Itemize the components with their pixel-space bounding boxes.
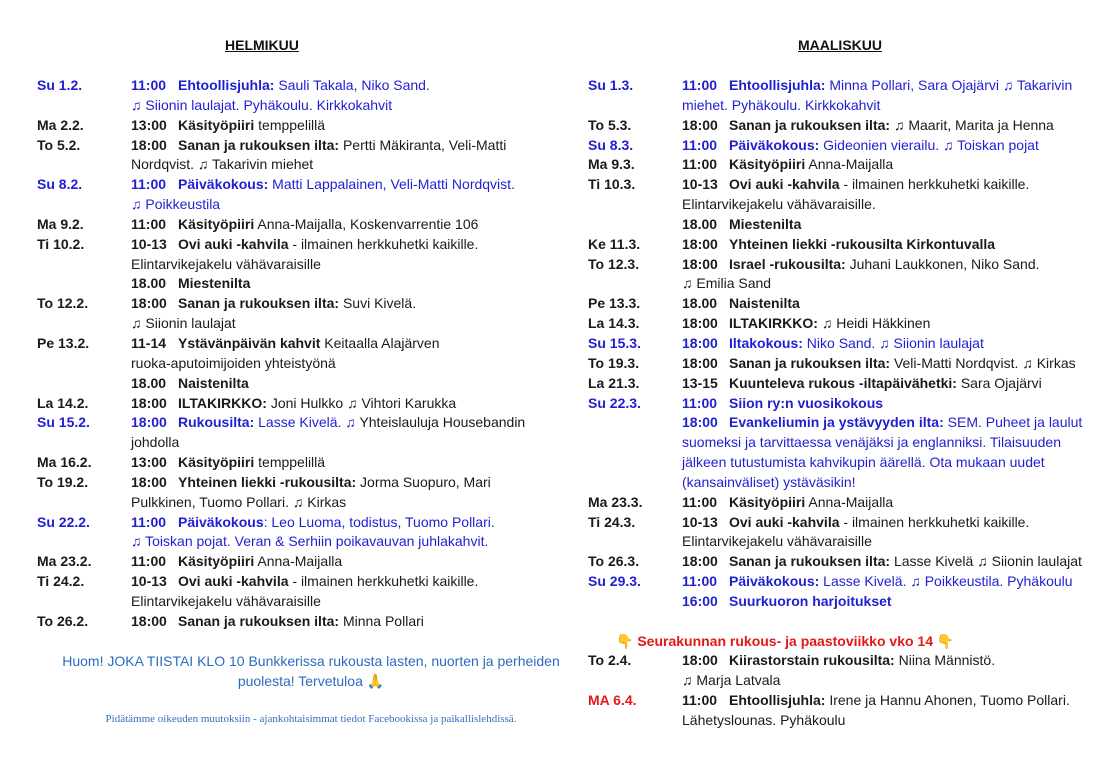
event-details (131, 413, 557, 453)
event-row (37, 453, 557, 473)
event-details (682, 651, 1098, 691)
event-time: 18.00 (682, 295, 718, 312)
event-description-continued: ♫ Siionin laulajat (131, 315, 236, 332)
event-time: 13-15 (682, 374, 718, 391)
event-description-continued: ruoka-aputoimijoiden yhteistyönä (131, 354, 336, 371)
event-date: MA 6.4. (588, 692, 637, 709)
event-time: 16:00 (682, 592, 718, 609)
event-details (131, 453, 557, 473)
event-description: Niina Männistö. (898, 652, 996, 669)
event-date: To 5.2. (37, 136, 81, 153)
prayer-notice: Huom! JOKA TIISTAI KLO 10 Bunkkerissa rukousta lasten, nuorten ja perheiden puolesta! Tervetuloa 🙏 (62, 653, 560, 689)
event-details (682, 76, 1098, 116)
event-date: Su 8.2. (37, 176, 83, 193)
event-time: 11:00 (682, 77, 718, 93)
event-description: Irene ja Hannu Ahonen, Tuomo Pollari. (829, 692, 1070, 709)
event-details (682, 552, 1098, 572)
event-time: 10-13 (682, 513, 718, 530)
event-title: Miestenilta (178, 275, 251, 292)
event-row (588, 513, 1098, 553)
event-description-continued: suomeksi ja tarvittaessa venäjäksi ja englanniksi. Tilaisuuden jälkeen tutustumista kahvikupin äärellä. Ota mukaan uudet (kansainväliset) ystäväsikin! (682, 434, 1061, 490)
event-details (131, 552, 557, 572)
event-details (131, 572, 557, 612)
event-description-continued: ♫ Siionin laulajat. Pyhäkoulu. Kirkkokahvit (131, 96, 393, 113)
event-time: 18:00 (682, 235, 718, 252)
event-description: Lasse Kivelä. ♫ (258, 414, 356, 431)
event-date: Su 22.2. (37, 513, 90, 530)
event-details (682, 155, 1098, 175)
event-row (588, 493, 1098, 513)
event-date: Ma 23.3. (588, 493, 643, 510)
event-details (682, 255, 1098, 295)
event-description: Sara Ojajärvi (960, 374, 1042, 391)
event-time: 11:00 (682, 573, 718, 590)
event-list-march (588, 76, 1098, 612)
event-title: Käsityöpiiri (178, 454, 255, 471)
event-list (37, 76, 557, 632)
event-details (131, 612, 557, 632)
event-details (131, 294, 557, 334)
event-date: La 14.2. (37, 394, 89, 411)
event-details (682, 513, 1098, 553)
event-time: 10-13 (131, 573, 167, 590)
event-description: Minna Pollari (342, 612, 424, 629)
event-description: Lasse Kivelä. ♫ Poikkeustila. Pyhäkoulu (823, 573, 1073, 590)
event-title: Yhteinen liekki -rukousilta: (178, 473, 357, 490)
event-time: 18:00 (682, 315, 718, 332)
event-row (588, 116, 1098, 136)
event-details (131, 394, 557, 414)
event-time: 18:00 (682, 553, 718, 570)
event-title: Naistenilta (729, 295, 800, 312)
event-date: Su 15.3. (588, 334, 641, 351)
event-details (682, 493, 1098, 513)
event-description-continued: ♫ Toiskan pojat. Veran & Serhiin poikavauvan juhlakahvit. (131, 533, 489, 550)
event-details (682, 116, 1098, 136)
banner-text: Seurakunnan rukous- ja paastoviikko vko 14 (637, 632, 933, 649)
event-details (131, 215, 557, 235)
event-row (588, 255, 1098, 295)
event-row (588, 334, 1098, 354)
event-details (131, 76, 557, 116)
event-description: ♫ Maarit, Marita ja Henna (893, 116, 1054, 133)
event-row (588, 294, 1098, 314)
event-row (37, 334, 557, 374)
event-description: - ilmainen herkkuhetki kaikille. (843, 176, 1030, 193)
event-description: Yhteislauluja Housebandin (359, 414, 526, 431)
event-details (131, 513, 557, 553)
event-title: Suurkuoron harjoitukset (729, 592, 892, 609)
event-list-april (588, 651, 1098, 730)
event-details (682, 334, 1098, 354)
event-description-continued: Elintarvikejakelu vähävaraisille (682, 533, 872, 550)
event-title: Käsityöpiiri (178, 215, 255, 232)
event-title: Ystävänpäivän kahvit (178, 334, 321, 351)
event-date: Su 29.3. (588, 573, 641, 590)
event-description: - ilmainen herkkuhetki kaikille. (292, 573, 479, 590)
event-details (682, 136, 1098, 156)
event-row (588, 136, 1098, 156)
event-row (588, 651, 1098, 691)
event-details (131, 374, 557, 394)
event-details (682, 394, 1098, 414)
event-description: Sauli Takala, Niko Sand. (278, 77, 430, 93)
event-description-continued: johdolla (131, 434, 180, 451)
event-description-continued: miehet. Pyhäkoulu. Kirkkokahvit (682, 96, 881, 113)
event-description-continued: ♫ Marja Latvala (682, 672, 781, 689)
event-date: Ke 11.3. (588, 235, 641, 252)
event-date (37, 274, 131, 294)
event-title: Ehtoollisjuhla: (178, 77, 275, 93)
event-time: 13:00 (131, 454, 167, 471)
event-details (682, 175, 1098, 215)
event-details (682, 235, 1098, 255)
event-details (682, 413, 1098, 492)
event-date: To 12.3. (588, 255, 640, 272)
event-details (682, 691, 1098, 731)
event-row (588, 552, 1098, 572)
event-time: 18:00 (131, 136, 167, 153)
event-description: Matti Lappalainen, Veli-Matti Nordqvist. (272, 176, 515, 193)
event-details (131, 274, 557, 294)
event-row (588, 592, 1098, 612)
event-row (37, 76, 557, 116)
event-time: 11:00 (682, 156, 718, 173)
event-date: Ma 9.3. (588, 156, 635, 173)
month-heading: MAALISKUU (798, 37, 882, 53)
event-title: Rukousilta: (178, 414, 255, 431)
event-title: Sanan ja rukouksen ilta: (729, 553, 891, 570)
event-time: 18.00 (131, 374, 167, 391)
event-date: Ti 10.2. (37, 235, 85, 252)
event-date: To 12.2. (37, 295, 89, 312)
event-title: Israel -rukousilta: (729, 255, 846, 272)
event-description: Gideonien vierailu. ♫ Toiskan pojat (823, 136, 1039, 153)
event-row (588, 572, 1098, 592)
prayer-week-banner (588, 632, 1098, 652)
event-time: 18:00 (131, 612, 167, 629)
event-description: Lasse Kivelä ♫ Siionin laulajat (893, 553, 1082, 570)
event-time: 11:00 (131, 215, 167, 232)
event-row (37, 274, 557, 294)
event-time: 10-13 (131, 235, 167, 252)
event-details (131, 334, 557, 374)
event-description: Anna-Maijalla (257, 553, 343, 570)
event-title: Käsityöpiiri (178, 116, 255, 133)
event-description: Keitaalla Alajärven (324, 334, 440, 351)
event-time: 11:00 (131, 176, 167, 193)
event-title: Ehtoollisjuhla: (729, 77, 826, 93)
event-time: 18:00 (682, 255, 718, 272)
event-description-continued: Nordqvist. ♫ Takarivin miehet (131, 156, 314, 173)
event-details (682, 572, 1098, 592)
event-date (588, 215, 682, 235)
event-description: ♫ Heidi Häkkinen (821, 315, 931, 332)
event-title: Siion ry:n vuosikokous (729, 394, 884, 411)
event-title: Ovi auki -kahvila (178, 235, 289, 252)
event-details (682, 374, 1098, 394)
footer-disclaimer: Pidätämme oikeuden muutoksiin - ajankohtaisimmat tiedot Facebookissa ja paikallislehdissä. (105, 713, 517, 725)
event-title: Ehtoollisjuhla: (729, 692, 826, 709)
event-title: ILTAKIRKKO: (178, 394, 267, 411)
event-date: Ti 10.3. (588, 176, 636, 193)
event-title: Ovi auki -kahvila (729, 176, 840, 193)
event-title: Sanan ja rukouksen ilta: (178, 612, 340, 629)
event-title: Iltakokous: (729, 334, 803, 351)
event-description: Anna-Maijalla (808, 156, 894, 173)
event-row (37, 413, 557, 453)
event-row (37, 374, 557, 394)
event-row (588, 314, 1098, 334)
event-time: 18:00 (682, 414, 718, 431)
event-date (588, 592, 682, 612)
event-date (588, 413, 682, 492)
event-title: Päiväkokous (178, 513, 264, 530)
event-date: Ma 9.2. (37, 215, 84, 232)
event-description-continued: ♫ Emilia Sand (682, 275, 772, 292)
event-row (588, 76, 1098, 116)
event-time: 11-14 (131, 334, 167, 351)
event-description: Veli-Matti Nordqvist. ♫ Kirkas (893, 354, 1076, 371)
event-list (588, 76, 1098, 731)
event-row (588, 394, 1098, 414)
event-time: 18:00 (131, 473, 167, 490)
event-time: 11:00 (131, 513, 167, 530)
pointing-down-icon: 👇 (936, 632, 955, 649)
event-description: Pertti Mäkiranta, Veli-Matti (342, 136, 507, 153)
event-row (37, 215, 557, 235)
event-description-continued: Elintarvikejakelu vähävaraisille. (682, 196, 876, 213)
event-description: - ilmainen herkkuhetki kaikille. (843, 513, 1030, 530)
event-title: Evankeliumin ja ystävyyden ilta: (729, 414, 944, 431)
event-time: 11:00 (682, 692, 718, 709)
event-description-continued: ♫ Poikkeustila (131, 196, 221, 213)
event-title: Naistenilta (178, 374, 249, 391)
event-time: 18:00 (682, 116, 718, 133)
event-date: Ti 24.3. (588, 513, 636, 530)
event-row (588, 155, 1098, 175)
event-row (37, 473, 557, 513)
event-row (37, 136, 557, 176)
event-row (37, 235, 557, 275)
event-time: 18:00 (682, 334, 718, 351)
event-details (131, 235, 557, 275)
event-time: 11:00 (131, 553, 167, 570)
event-date: Ti 24.2. (37, 573, 85, 590)
event-description: : Leo Luoma, todistus, Tuomo Pollari. (263, 513, 495, 530)
event-date: Su 1.3. (588, 77, 634, 93)
event-description: Juhani Laukkonen, Niko Sand. (849, 255, 1040, 272)
event-description-continued: Pulkkinen, Tuomo Pollari. ♫ Kirkas (131, 493, 347, 510)
event-date: Su 1.2. (37, 77, 83, 93)
event-details (682, 294, 1098, 314)
event-description: Jorma Suopuro, Mari (360, 473, 491, 490)
event-description-continued: Elintarvikejakelu vähävaraisille (131, 255, 321, 272)
event-title: Päiväkokous: (729, 136, 820, 153)
event-title: Sanan ja rukouksen ilta: (729, 354, 891, 371)
event-description: SEM. Puheet ja laulut (947, 414, 1083, 431)
event-row (37, 116, 557, 136)
event-time: 11:00 (131, 77, 167, 93)
event-title: Yhteinen liekki -rukousilta Kirkontuvalla (729, 235, 996, 252)
event-date: To 2.4. (588, 652, 632, 669)
event-row (37, 513, 557, 553)
event-row (588, 175, 1098, 215)
event-date: Su 22.3. (588, 394, 641, 411)
event-time: 18:00 (131, 295, 167, 312)
event-row (37, 294, 557, 334)
event-description: temppelillä (258, 116, 326, 133)
month-heading: HELMIKUU (225, 37, 299, 53)
event-title: ILTAKIRKKO: (729, 315, 818, 332)
event-details (682, 592, 1098, 612)
event-time: 11:00 (682, 136, 718, 153)
event-title: Käsityöpiiri (178, 553, 255, 570)
event-description: Joni Hulkko ♫ Vihtori Karukka (270, 394, 457, 411)
event-row (588, 215, 1098, 235)
event-time: 10-13 (682, 176, 718, 193)
event-title: Miestenilta (729, 215, 802, 232)
event-row (588, 354, 1098, 374)
event-time: 11:00 (682, 493, 718, 510)
event-row (588, 413, 1098, 492)
event-date: Su 8.3. (588, 136, 634, 153)
event-row (37, 612, 557, 632)
event-details (131, 473, 557, 513)
event-details (131, 175, 557, 215)
event-time: 11:00 (682, 394, 718, 411)
event-date (37, 374, 131, 394)
event-row (588, 235, 1098, 255)
event-time: 18:00 (131, 394, 167, 411)
event-title: Ovi auki -kahvila (178, 573, 289, 590)
event-details (682, 314, 1098, 334)
event-description: Anna-Maijalla, Koskenvarrentie 106 (257, 215, 479, 232)
event-time: 18.00 (131, 275, 167, 292)
event-date: Pe 13.3. (588, 295, 641, 312)
pointing-down-icon: 👇 (616, 632, 634, 649)
event-description: Suvi Kivelä. (342, 295, 417, 312)
event-details (682, 215, 1098, 235)
event-date: La 21.3. (588, 374, 640, 391)
event-title: Käsityöpiiri (729, 156, 806, 173)
event-title: Päiväkokous: (178, 176, 269, 193)
event-time: 13:00 (131, 116, 167, 133)
event-date: Ma 23.2. (37, 553, 92, 570)
event-time: 18.00 (682, 215, 718, 232)
event-date: La 14.3. (588, 315, 640, 332)
event-description-continued: Lähetyslounas. Pyhäkoulu (682, 712, 846, 728)
event-row (588, 374, 1098, 394)
event-description: - ilmainen herkkuhetki kaikille. (292, 235, 479, 252)
event-row (37, 572, 557, 612)
event-title: Kuunteleva rukous -iltapäivähetki: (729, 374, 957, 391)
event-date: To 19.2. (37, 473, 89, 490)
event-title: Päiväkokous: (729, 573, 820, 590)
event-date: Ma 2.2. (37, 116, 84, 133)
event-row (37, 175, 557, 215)
event-row (37, 552, 557, 572)
event-title: Sanan ja rukouksen ilta: (178, 136, 340, 153)
event-date: To 5.3. (588, 116, 632, 133)
event-title: Ovi auki -kahvila (729, 513, 840, 530)
event-time: 18:00 (682, 354, 718, 371)
event-description-continued: Elintarvikejakelu vähävaraisille (131, 592, 321, 609)
event-details (131, 136, 557, 176)
event-title: Sanan ja rukouksen ilta: (178, 295, 340, 312)
event-date: Pe 13.2. (37, 334, 90, 351)
event-description: Niko Sand. ♫ Siionin laulajat (806, 334, 984, 351)
event-date: To 26.2. (37, 612, 89, 629)
event-time: 18:00 (682, 652, 718, 669)
event-description: Minna Pollari, Sara Ojajärvi ♫ Takarivin (829, 77, 1073, 93)
event-row (588, 691, 1098, 731)
event-description: temppelillä (258, 454, 326, 471)
event-date: To 19.3. (588, 354, 640, 371)
event-time: 18:00 (131, 414, 167, 431)
event-details (131, 116, 557, 136)
event-date: Su 15.2. (37, 414, 90, 431)
event-date: To 26.3. (588, 553, 640, 570)
event-details (682, 354, 1098, 374)
event-title: Kiirastorstain rukousilta: (729, 652, 895, 669)
event-date: Ma 16.2. (37, 454, 92, 471)
event-row (37, 394, 557, 414)
event-title: Käsityöpiiri (729, 493, 806, 510)
event-title: Sanan ja rukouksen ilta: (729, 116, 891, 133)
event-description: Anna-Maijalla (808, 493, 894, 510)
